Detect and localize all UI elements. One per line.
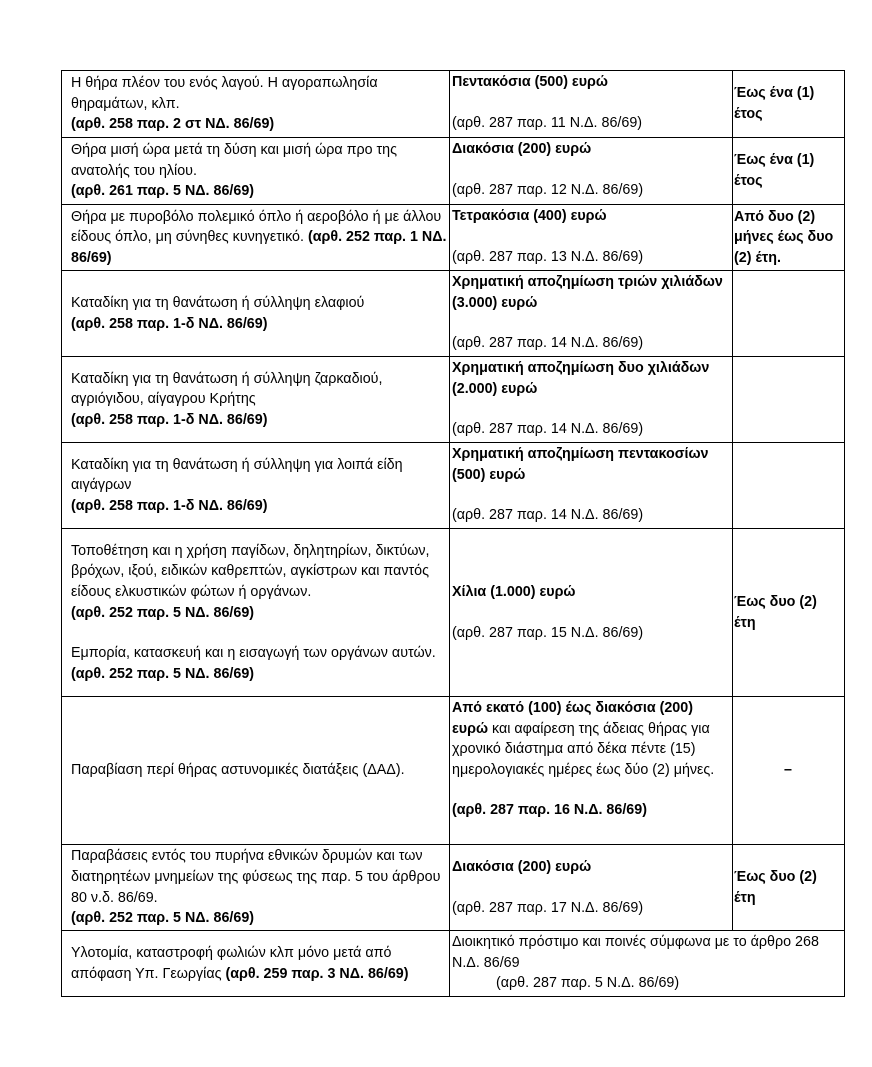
fine-reference: (αρθ. 287 παρ. 14 Ν.Δ. 86/69) (452, 335, 644, 352)
penalty-cell: Από δυο (2) μήνες έως δυο (2) έτη. (733, 205, 845, 271)
fine-reference: (αρθ. 287 παρ. 14 Ν.Δ. 86/69) (452, 507, 644, 524)
fine-reference: (αρθ. 287 παρ. 14 Ν.Δ. 86/69) (452, 421, 644, 438)
table-row (62, 271, 845, 357)
fine-reference: (αρθ. 287 παρ. 11 Ν.Δ. 86/69) (452, 114, 643, 131)
article-reference: (αρθ. 258 παρ. 1-δ ΝΔ. 86/69) (71, 315, 268, 332)
fine-amount: Χρηματική αποζημίωση τριών χιλιάδων (3.000) ευρώ (452, 274, 723, 311)
table-row (62, 845, 845, 931)
article-reference: (αρθ. 261 παρ. 5 ΝΔ. 86/69) (71, 183, 255, 200)
fine-reference: (αρθ. 287 παρ. 16 Ν.Δ. 86/69) (452, 802, 647, 819)
violation-description: Παραβίαση περί θήρας αστυνομικές διατάξεις (ΔΑΔ). (62, 697, 450, 845)
article-reference: (αρθ. 258 παρ. 1-δ ΝΔ. 86/69) (71, 411, 268, 428)
article-reference: (αρθ. 258 παρ. 2 στ ΝΔ. 86/69) (71, 116, 275, 133)
violation-description: Παραβάσεις εντός του πυρήνα εθνικών δρυμών και των διατηρητέων μνημείων της φύσεως της παρ. 5 του άρθρου 80 ν.δ. 86/69. (αρθ. 252 παρ. 5 ΝΔ. 86/69) (62, 845, 450, 931)
fine-amount: Πεντακόσια (500) ευρώ (452, 74, 608, 90)
fine-amount: Χρηματική αποζημίωση δυο χιλιάδων (2.000) ευρώ (452, 360, 710, 397)
merged-fine-cell: Διοικητικό πρόστιμο και ποινές σύμφωνα με το άρθρο 268 Ν.Δ. 86/69 (αρθ. 287 παρ. 5 Ν.Δ. 86/69) (450, 931, 845, 997)
article-reference: (αρθ. 252 παρ. 5 ΝΔ. 86/69) (71, 910, 255, 927)
violations-table (61, 70, 845, 997)
fine-amount: Χίλια (1.000) ευρώ (452, 583, 576, 600)
fine-cell (450, 443, 733, 529)
fine-amount: Διακόσια (200) ευρώ (452, 141, 592, 157)
penalty-cell: Έως δυο (2) έτη (733, 529, 845, 697)
violation-description: Υλοτομία, καταστροφή φωλιών κλπ μόνο μετά από απόφαση Υπ. Γεωργίας (αρθ. 259 παρ. 3 ΝΔ. 86/69) (62, 931, 450, 997)
violation-description: Η θήρα πλέον του ενός λαγού. Η αγοραπωλησία θηραμάτων, κλπ. (αρθ. 258 παρ. 2 στ ΝΔ. 86/69) (62, 71, 450, 138)
penalty-cell: Έως δυο (2) έτη (733, 845, 845, 931)
article-reference: (αρθ. 252 παρ. 5 ΝΔ. 86/69) (71, 665, 255, 682)
penalty-cell: – (733, 697, 845, 845)
table-row (62, 138, 845, 205)
fine-cell (450, 845, 733, 931)
fine-cell (450, 138, 733, 205)
fine-reference: (αρθ. 287 παρ. 13 Ν.Δ. 86/69) (452, 248, 644, 265)
fine-reference: (αρθ. 287 παρ. 15 Ν.Δ. 86/69) (452, 624, 644, 641)
article-reference: (αρθ. 258 παρ. 1-δ ΝΔ. 86/69) (71, 497, 268, 514)
penalty-cell (733, 271, 845, 357)
fine-cell (450, 71, 733, 138)
fine-cell: Από εκατό (100) έως διακόσια (200) ευρώ και αφαίρεση της άδειας θήρας για χρονικό διάστημα από δέκα πέντε (15) ημερολογιακές ημέρες έως δύο (2) μήνες. (αρθ. 287 παρ. 16 Ν.Δ. 86/69) (450, 697, 733, 845)
penalty-cell: Έως ένα (1) έτος (733, 138, 845, 205)
fine-reference: (αρθ. 287 παρ. 12 Ν.Δ. 86/69) (452, 181, 644, 198)
fine-amount: Χρηματική αποζημίωση πεντακοσίων (500) ευρώ (452, 446, 709, 483)
table-row (62, 71, 845, 138)
article-reference: (αρθ. 259 παρ. 3 ΝΔ. 86/69) (225, 965, 409, 982)
violation-description: Τοποθέτηση και η χρήση παγίδων, δηλητηρίων, δικτύων, βρόχων, ιξού, ειδικών καθρεπτών, αγκίστρων και παντός είδους ελκυστικών φώτων ή οργάνων. (αρθ. 252 παρ. 5 ΝΔ. 86/69) Εμπορία, κατασκευή και η εισαγωγή των οργάνων αυτών. (αρθ. 252 παρ. 5 ΝΔ. 86/69) (62, 529, 450, 697)
violation-description: Καταδίκη για τη θανάτωση ή σύλληψη ελαφιού (αρθ. 258 παρ. 1-δ ΝΔ. 86/69) (62, 271, 450, 357)
fine-cell (450, 529, 733, 697)
fine-reference: (αρθ. 287 παρ. 5 Ν.Δ. 86/69) (496, 975, 680, 992)
table-row (62, 529, 845, 697)
table-row (62, 357, 845, 443)
article-reference: (αρθ. 252 παρ. 1 ΝΔ. 86/69) (71, 229, 447, 266)
table-row (62, 697, 845, 845)
violation-description: Καταδίκη για τη θανάτωση ή σύλληψη για λοιπά είδη αιγάγρων (αρθ. 258 παρ. 1-δ ΝΔ. 86/69) (62, 443, 450, 529)
article-reference: (αρθ. 252 παρ. 5 ΝΔ. 86/69) (71, 604, 255, 621)
table-row (62, 443, 845, 529)
table-row (62, 205, 845, 271)
fine-cell (450, 271, 733, 357)
table-row (62, 931, 845, 997)
penalty-cell: Έως ένα (1) έτος (733, 71, 845, 138)
penalty-cell (733, 443, 845, 529)
fine-cell (450, 357, 733, 443)
fine-amount: Τετρακόσια (400) ευρώ (452, 208, 607, 224)
fine-cell (450, 205, 733, 271)
fine-reference: (αρθ. 287 παρ. 17 Ν.Δ. 86/69) (452, 899, 644, 916)
violation-description: Καταδίκη για τη θανάτωση ή σύλληψη ζαρκαδιού, αγριόγιδου, αίγαγρου Κρήτης (αρθ. 258 παρ. 1-δ ΝΔ. 86/69) (62, 357, 450, 443)
fine-amount: Διακόσια (200) ευρώ (452, 858, 592, 875)
penalty-cell (733, 357, 845, 443)
violation-description: Θήρα μισή ώρα μετά τη δύση και μισή ώρα προ της ανατολής του ηλίου. (αρθ. 261 παρ. 5 ΝΔ. 86/69) (62, 138, 450, 205)
violation-description: Θήρα με πυροβόλο πολεμικό όπλο ή αεροβόλο ή με άλλου είδους όπλο, μη σύνηθες κυνηγετικό. (αρθ. 252 παρ. 1 ΝΔ. 86/69) (62, 205, 450, 271)
fine-amount: Από εκατό (100) έως διακόσια (200) ευρώ (452, 700, 693, 737)
